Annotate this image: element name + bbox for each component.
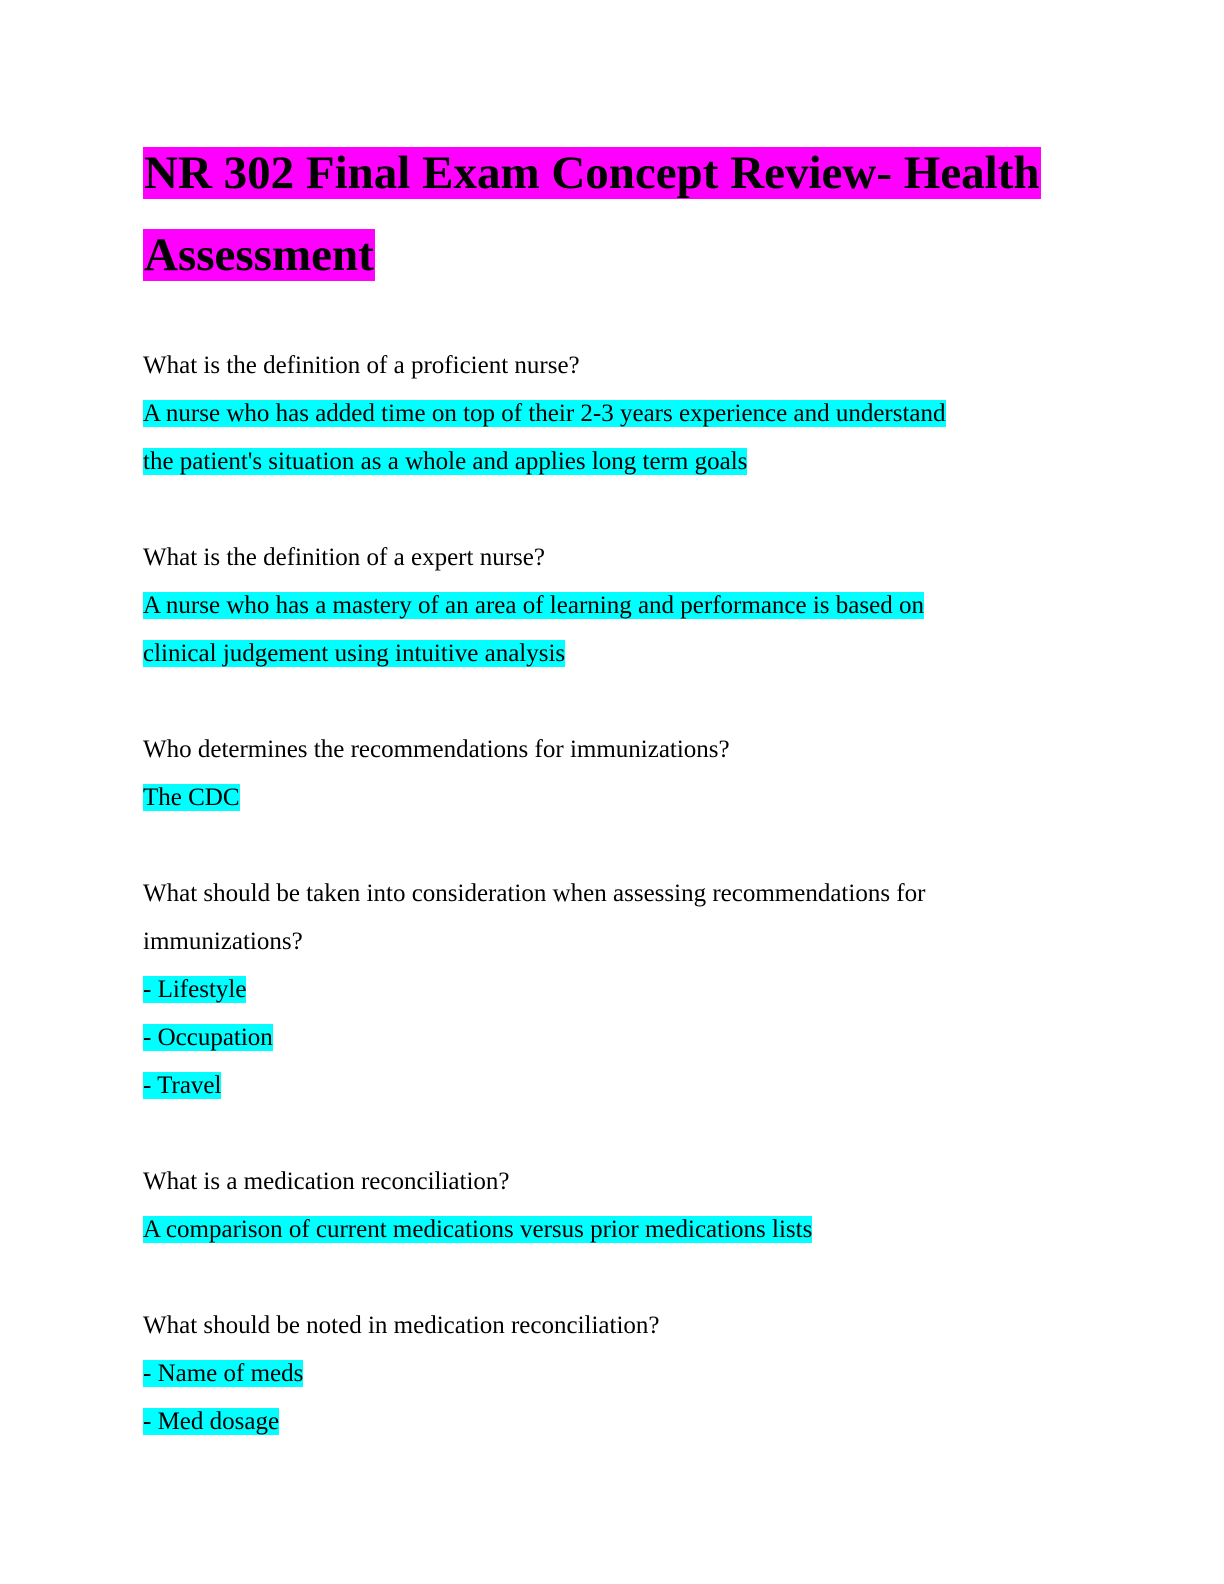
- qa-item-reconciliation-notes: [143, 1302, 1083, 1446]
- answer-line: - Med dosage: [143, 1408, 280, 1435]
- answer-line: A comparison of current medications versus prior medications lists: [143, 1216, 813, 1243]
- question-text: Who determines the recommendations for immunizations?: [143, 736, 730, 763]
- question-text: immunizations?: [143, 928, 303, 955]
- answer-line: The CDC: [143, 784, 240, 811]
- document-page: [143, 140, 1083, 1446]
- answer-line: clinical judgement using intuitive analysis: [143, 640, 566, 667]
- qa-item-immunization-considerations: [143, 870, 1083, 1110]
- qa-item-medication-reconciliation: [143, 1158, 1083, 1254]
- answer-line: the patient's situation as a whole and applies long term goals: [143, 448, 748, 475]
- question-text: What is the definition of a expert nurse?: [143, 544, 545, 571]
- title-line-1: NR 302 Final Exam Concept Review- Health: [144, 147, 1040, 199]
- answer-line: A nurse who has a mastery of an area of learning and performance is based on: [143, 592, 924, 619]
- answer-line: A nurse who has added time on top of their 2-3 years experience and understand: [143, 400, 946, 427]
- qa-item-proficient-nurse: [143, 342, 1083, 486]
- question-text: What is a medication reconciliation?: [143, 1168, 510, 1195]
- qa-item-expert-nurse: [143, 534, 1083, 678]
- question-text: What should be taken into consideration when assessing recommendations for: [143, 880, 926, 907]
- answer-line: - Occupation: [143, 1024, 273, 1051]
- answer-line: - Lifestyle: [143, 976, 247, 1003]
- answer-line: - Name of meds: [143, 1360, 304, 1387]
- question-text: What should be noted in medication reconciliation?: [143, 1312, 660, 1339]
- document-title: [143, 132, 1083, 296]
- question-text: What is the definition of a proficient nurse?: [143, 352, 580, 379]
- title-line-2: Assessment: [144, 229, 374, 281]
- qa-item-immunization-recommendations: [143, 726, 1083, 822]
- answer-line: - Travel: [143, 1072, 222, 1099]
- qa-list: [143, 342, 1083, 1446]
